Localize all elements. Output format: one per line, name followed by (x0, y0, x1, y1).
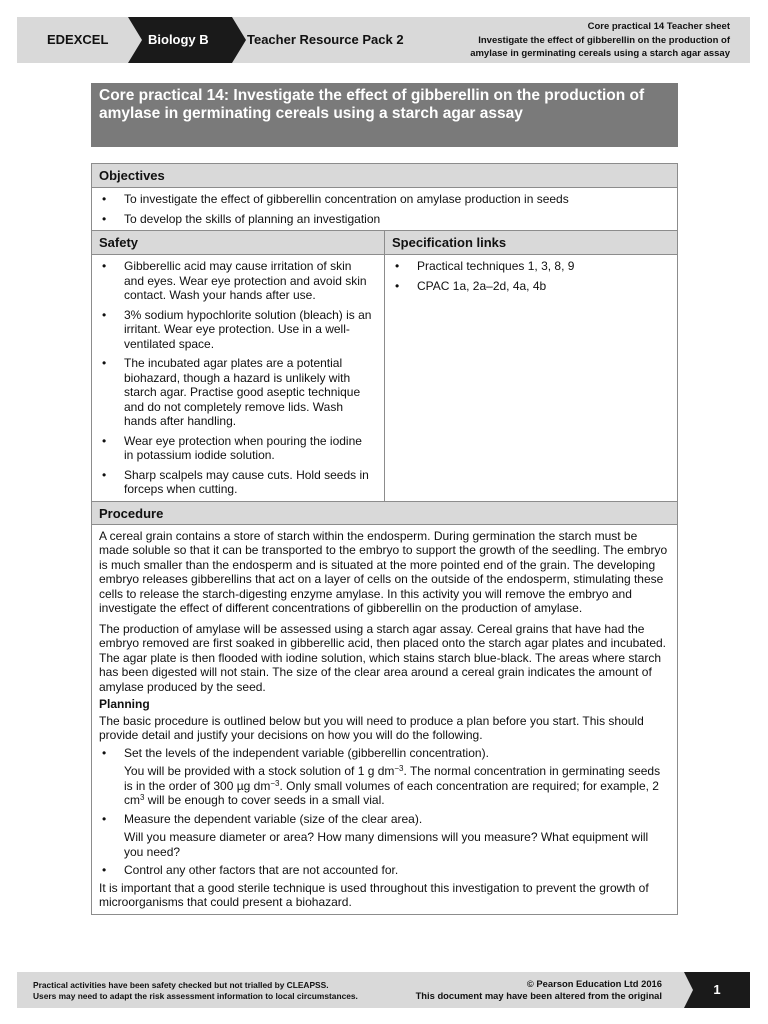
spec-heading: Specification links (385, 231, 677, 255)
practical-table (91, 163, 678, 915)
copyright-line1: © Pearson Education Ltd 2016 (526, 978, 662, 989)
page-header (17, 17, 750, 63)
detail-text: . Only small volumes of each concentration are required; for example, 2 cm (124, 778, 659, 807)
sheet-desc-line2: amylase in germinating cereals using a starch agar assay (470, 48, 730, 59)
list-item: • CPAC 1a, 2a–2d, 4a, 4b (392, 279, 670, 294)
footer-disclaimer-line1: Practical activities have been safety checked but not trialled by CLEAPSS. (33, 980, 329, 990)
pack-label: Teacher Resource Pack 2 (247, 32, 404, 47)
list-item: • To investigate the effect of gibberellin concentration on amylase production in seeds (99, 192, 670, 207)
sheet-info (470, 21, 730, 61)
bullet2-detail: Will you measure diameter or area? How many dimensions will you measure? What equipment will you need? (124, 830, 649, 859)
objectives-list (99, 192, 670, 226)
planning-heading: Planning (99, 697, 150, 711)
page-title: Core practical 14: Investigate the effect of gibberellin on the production of amylase in germinating cereals using a starch agar assay (91, 83, 678, 147)
spec-cell (385, 255, 677, 302)
brand-label: EDEXCEL (47, 32, 109, 47)
planning-list (99, 812, 670, 827)
planning-list (99, 746, 670, 761)
footer-disclaimer (33, 980, 358, 1001)
planning-intro: The basic procedure is outlined below but you will need to produce a plan before you start. This should provide detail and justify your decisions on how you will do the following. (99, 713, 644, 742)
list-item: • Control any other factors that are not accounted for. (99, 863, 670, 878)
detail-text: . The normal concentration in germinating seeds is in the order of 300 µg dm (124, 764, 661, 793)
detail-text: will be enough to cover seeds in a small vial. (144, 793, 385, 807)
procedure-heading: Procedure (92, 501, 677, 525)
footer-copyright (416, 978, 662, 1002)
list-item: • Wear eye protection when pouring the iodine in potassium iodide solution. (99, 434, 372, 463)
list-item: • Gibberellic acid may cause irritation of skin and eyes. Wear eye protection and avoid skin contact. Wash your hands after use. (99, 259, 372, 303)
list-item: • Sharp scalpels may cause cuts. Hold seeds in forceps when cutting. (99, 468, 372, 497)
spec-list (392, 259, 670, 293)
subject-label: Biology B (148, 32, 209, 47)
safety-heading: Safety (92, 231, 384, 255)
list-item: • To develop the skills of planning an investigation (99, 212, 670, 227)
planning-list (99, 863, 670, 878)
detail-text: You will be provided with a stock solution of 1 g dm (124, 764, 395, 778)
page-footer (17, 972, 750, 1008)
objectives-heading: Objectives (92, 164, 677, 188)
list-item: • Measure the dependent variable (size of the clear area). (99, 812, 670, 827)
procedure-assay: The production of amylase will be assessed using a starch agar assay. Cereal grains that have had the embryo removed are first soaked in gibberellic acid, then placed onto the starch agar plates and incubated. The agar plate is then flooded with iodine solution, which stains starch blue-black. The areas where starch has been digested will not stain. The size of the clear area around a cereal grain indicates the amount of amylase produced by the seed. (99, 621, 666, 694)
objectives-cell (92, 188, 677, 230)
sheet-label: Core practical 14 Teacher sheet (587, 21, 730, 32)
bullet1-detail (99, 764, 670, 808)
page-number-tab (684, 972, 750, 1008)
superscript: −3 (270, 778, 280, 788)
list-item: • Practical techniques 1, 3, 8, 9 (392, 259, 670, 274)
procedure-intro: A cereal grain contains a store of starch within the endosperm. During germination the starch must be made soluble so that it can be transported to the embryo to support the growth of the seedling. The embryo is much smaller than the endosperm and is situated at the more pointed end of the grain. The developing embryo releases gibberellins that act on a layer of cells on the outside of the endosperm, stimulating these cells to release the starch-digesting enzyme amylase. In this activity you will remove the embryo and investigate the effect of different concentrations of gibberellin on the production of amylase. (99, 528, 668, 615)
procedure-cell (92, 525, 677, 914)
sheet-desc-line1: Investigate the effect of gibberellin on the production of (478, 34, 730, 46)
list-item: • 3% sodium hypochlorite solution (bleach) is an irritant. Wear eye protection. Use in a well-ventilated space. (99, 308, 372, 352)
superscript: −3 (394, 764, 404, 773)
page-number: 1 (713, 982, 721, 997)
safety-column (92, 231, 385, 501)
procedure-closing: It is important that a good sterile technique is used throughout this investigation to prevent the growth of microorganisms that could present a biohazard. (99, 880, 649, 909)
safety-spec-row (92, 230, 677, 501)
list-item: • The incubated agar plates are a potential biohazard, though a hazard is unlikely with starch agar. Practise good aseptic technique and do not completely remove lids. Wash hands after handling. (99, 356, 372, 429)
copyright-line2: This document may have been altered from the original (415, 990, 662, 1001)
list-item: • Set the levels of the independent variable (gibberellin concentration). (99, 746, 670, 761)
safety-cell (92, 255, 384, 501)
superscript: 3 (140, 793, 145, 802)
spec-column (385, 231, 677, 501)
subject-tab (128, 17, 246, 63)
safety-list (99, 259, 372, 497)
footer-disclaimer-line2: Users may need to adapt the risk assessment information to local circumstances. (33, 990, 358, 1001)
